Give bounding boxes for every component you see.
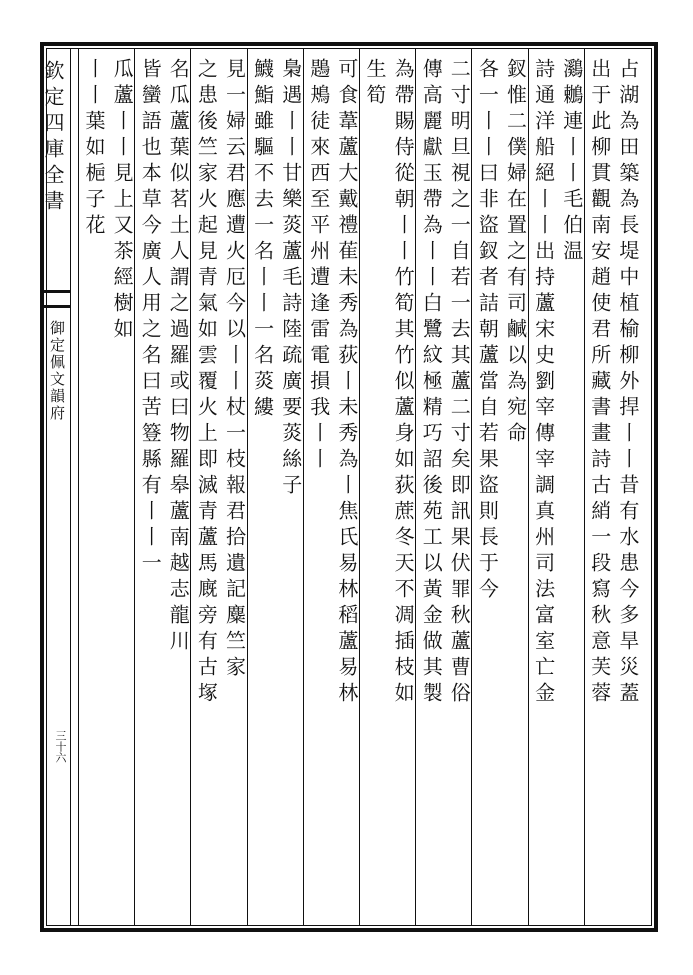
text-column: 可食葦蘆大戴禮萑未秀為荻丨未秀為丨焦氏易林稻蘆易林 (334, 58, 359, 708)
text-column: 之患後竺家火起見青氣如雲覆火上即滅青蘆馬廐旁有古塚 (194, 58, 219, 708)
text-column: 生筍 (363, 58, 387, 110)
text-column: 鱴鮨雖驅不去一名丨丨一名菼縷 (250, 58, 275, 422)
text-column: 傳高麗獻玉帶為丨丨白鷺紋極精巧詔後苑工以黃金做其製 (419, 58, 444, 708)
text-column: 出于此柳貫觀南安趙使君所藏書畫詩古綃一段寫秋意芙蓉 (587, 58, 612, 708)
fish-tail-mark (40, 290, 70, 308)
text-column: 詩通洋船絕丨丨出持蘆宋史劉宰傳宰調真州司法富室亡金 (531, 58, 556, 708)
text-column: 釵惟二僕婦在置之有司鹹以為宛命 (503, 58, 528, 448)
text-column: 占湖為田築為長堤中植榆柳外捍丨丨昔有水患今多旱災蓋 (615, 58, 640, 708)
text-column: 各一丨丨曰非盜釵者詰朝蘆當自若果盜則長于今 (475, 58, 500, 604)
text-column: 丨丨葉如梔子花 (82, 58, 106, 240)
text-column: 見一婦云君應遭火厄今以丨丨杖一枝報君拾遺記麋竺家 (222, 58, 247, 682)
text-column: 皆蠻語也本草今廣人用之名曰苦簦縣有丨丨一 (138, 58, 163, 578)
column-rule (78, 48, 79, 926)
text-column: 為帶賜侍從朝丨丨竹筍其竹似蘆身如荻蔗冬天不凋插枝如 (391, 58, 416, 708)
book-subtitle: 御定佩文韻府 (48, 320, 66, 422)
page-number: 三十六 (54, 730, 67, 763)
text-column: 鶗鴂徒來西至平州遭逢雷電損我丨丨 (306, 58, 331, 474)
text-column: 鸂鶒連丨丨毛伯温 (559, 58, 584, 266)
text-column: 梟遇丨丨甘樂菼蘆毛詩陸疏廣要菼絲子 (278, 58, 303, 500)
text-column: 名瓜蘆葉似茗土人謂之過羅或曰物羅皋蘆南越志龍川 (166, 58, 191, 656)
book-title: 欽定四庫全書 (41, 60, 65, 216)
text-column: 瓜蘆丨丨見上又茶經樹如 (110, 58, 135, 344)
text-column: 二寸明旦視之一自若一去其蘆二寸矣即訊果伏罪秋蘆曹俗 (447, 58, 472, 708)
